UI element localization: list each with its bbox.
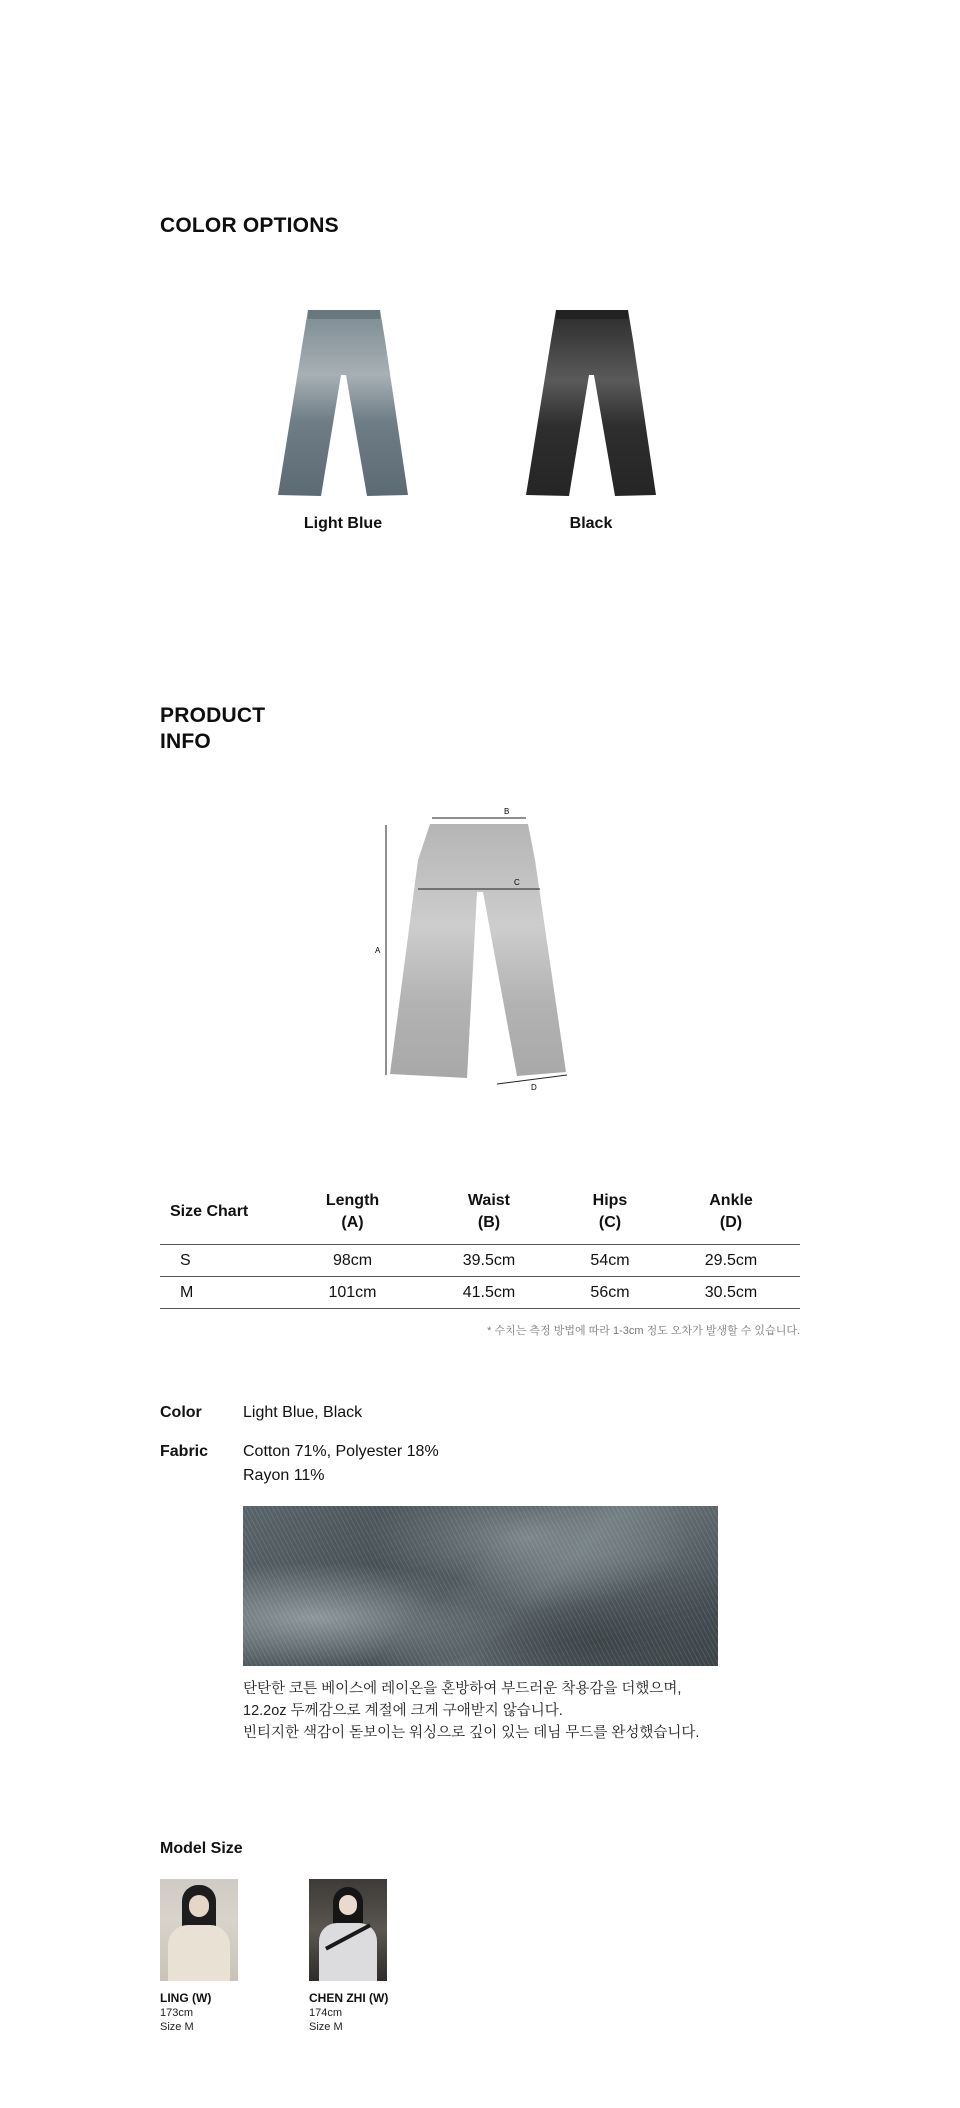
color-option-light-blue[interactable] — [263, 300, 423, 505]
length-cell: 98cm — [285, 1245, 420, 1277]
size-cell: S — [160, 1245, 285, 1277]
model-meta-ling — [160, 2006, 194, 2034]
description-line-3: 빈티지한 색감이 돋보이는 워싱으로 깊이 있는 데님 무드를 완성했습니다. — [243, 1725, 700, 1741]
model-height: 174cm — [309, 2007, 343, 2019]
product-info-title-line1: PRODUCT — [160, 704, 266, 727]
light-blue-jeans-image — [263, 300, 423, 500]
fabric-line-1: Cotton 71%, Polyester 18% — [243, 1443, 439, 1460]
color-option-black-label: Black — [569, 515, 613, 532]
model-name-ling: LING (W) — [160, 1991, 212, 2005]
product-info-title-line2: INFO — [160, 730, 211, 753]
hips-cell: 54cm — [558, 1245, 662, 1277]
fabric-description — [243, 1678, 699, 1744]
size-chart-note: * 수치는 측정 방법에 따라 1-3cm 정도 오차가 발생할 수 있습니다. — [487, 1325, 800, 1337]
fabric-value — [243, 1440, 439, 1488]
product-info-title — [160, 703, 265, 755]
diagram-label-c: C — [514, 878, 520, 887]
color-value: Light Blue, Black — [243, 1404, 363, 1421]
size-chart-header-row — [160, 1182, 800, 1245]
table-row — [160, 1277, 800, 1309]
black-jeans-image — [511, 300, 671, 500]
fabric-line-2: Rayon 11% — [243, 1467, 325, 1484]
size-chart-table — [160, 1182, 800, 1309]
diagram-label-d: D — [531, 1083, 537, 1092]
size-chart-header-ankle: Ankle (D) — [709, 1192, 753, 1231]
size-chart-header-length: Length (A) — [325, 1192, 380, 1231]
model-meta-chen-zhi — [309, 2006, 343, 2034]
color-option-black[interactable] — [511, 300, 671, 505]
description-line-2: 12.2oz 두께감으로 계절에 크게 구애받지 않습니다. — [243, 1703, 563, 1719]
model-size: Size M — [309, 2021, 343, 2033]
size-cell: M — [160, 1277, 285, 1309]
fabric-texture-image — [243, 1506, 718, 1666]
model-photo-chen-zhi — [309, 1879, 387, 1981]
model-size-title: Model Size — [160, 1840, 243, 1857]
jeans-silhouette — [390, 824, 566, 1078]
diagram-label-a: A — [375, 946, 381, 955]
size-chart-header-waist: Waist (B) — [467, 1192, 510, 1231]
size-chart-header-label: Size Chart — [170, 1203, 249, 1220]
measurement-diagram — [370, 800, 590, 1100]
diagram-label-b: B — [504, 807, 510, 816]
ankle-cell: 29.5cm — [662, 1245, 800, 1277]
size-chart-header-hips: Hips (C) — [592, 1192, 628, 1231]
waist-cell: 39.5cm — [420, 1245, 558, 1277]
model-height: 173cm — [160, 2007, 194, 2019]
waist-cell: 41.5cm — [420, 1277, 558, 1309]
color-options-title: COLOR OPTIONS — [160, 214, 339, 237]
ankle-cell: 30.5cm — [662, 1277, 800, 1309]
model-name-chen-zhi: CHEN ZHI (W) — [309, 1991, 389, 2005]
description-line-1: 탄탄한 코튼 베이스에 레이온을 혼방하여 부드러운 착용감을 더했으며, — [243, 1681, 682, 1697]
color-option-light-blue-label: Light Blue — [303, 515, 383, 532]
color-label: Color — [160, 1404, 202, 1421]
fabric-label: Fabric — [160, 1443, 209, 1460]
table-row — [160, 1245, 800, 1277]
hips-cell: 56cm — [558, 1277, 662, 1309]
model-size: Size M — [160, 2021, 194, 2033]
length-cell: 101cm — [285, 1277, 420, 1309]
model-photo-ling — [160, 1879, 238, 1981]
